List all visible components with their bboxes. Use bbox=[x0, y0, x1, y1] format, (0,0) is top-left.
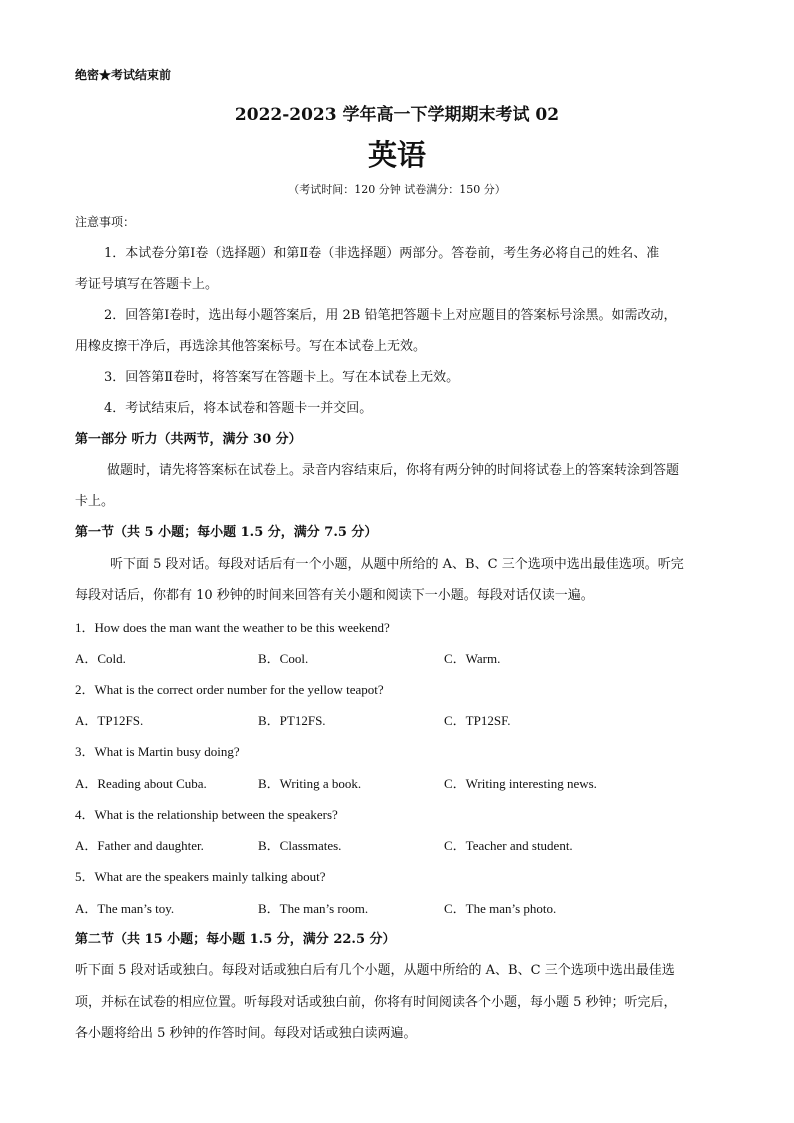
question-3-option-c: C．Writing interesting news. bbox=[444, 776, 597, 791]
part-1-intro-line-1: 做题时，请先将答案标在试卷上。录音内容结束后，你将有两分钟的时间将试卷上的答案转涂到答题 bbox=[107, 463, 680, 478]
confidential-label: 绝密★考试结束前 bbox=[75, 68, 172, 82]
note-item-2-line-1: 2．回答第Ⅰ卷时，选出每小题答案后，用 2B 铅笔把答题卡上对应题目的答案标号涂黑。如需改动， bbox=[104, 308, 677, 323]
note-item-4: 4．考试结束后，将本试卷和答题卡一并交回。 bbox=[104, 401, 373, 416]
question-4-stem: 4．What is the relationship between the speakers? bbox=[75, 807, 338, 822]
note-item-2-line-2: 用橡皮擦干净后，再选涂其他答案标号。写在本试卷上无效。 bbox=[75, 339, 427, 354]
question-4-option-c: C．Teacher and student. bbox=[444, 838, 573, 853]
question-3-option-a: A．Reading about Cuba. bbox=[75, 776, 207, 791]
section-1-heading: 第一节（共 5 小题；每小题 1.5 分，满分 7.5 分） bbox=[75, 525, 378, 540]
question-3-option-b: B．Writing a book. bbox=[258, 776, 362, 791]
note-item-3: 3．回答第Ⅱ卷时，将答案写在答题卡上。写在本试卷上无效。 bbox=[104, 370, 460, 385]
question-2-stem: 2．What is the correct order number for the yellow teapot? bbox=[75, 682, 384, 697]
question-1-stem: 1．How does the man want the weather to be this weekend? bbox=[75, 620, 390, 635]
exam-time-info: （考试时间：120 分钟 试卷满分：150 分） bbox=[288, 183, 506, 196]
part-1-heading: 第一部分 听力（共两节，满分 30 分） bbox=[75, 432, 302, 447]
question-5-option-c: C．The man’s photo. bbox=[444, 901, 557, 916]
question-1-option-a: A．Cold. bbox=[75, 651, 126, 666]
section-1-intro-line-1: 听下面 5 段对话。每段对话后有一个小题，从题中所给的 A、B、C 三个选项中选出最佳选项。听完 bbox=[110, 557, 684, 572]
question-2-option-a: A．TP12FS. bbox=[75, 713, 144, 728]
question-1-option-c: C．Warm. bbox=[444, 651, 501, 666]
note-item-1-line-1: 1．本试卷分第Ⅰ卷（选择题）和第Ⅱ卷（非选择题）两部分。答卷前，考生务必将自己的姓名、准 bbox=[104, 246, 660, 261]
question-5-option-b: B．The man’s room. bbox=[258, 901, 369, 916]
question-2-option-c: C．TP12SF. bbox=[444, 713, 511, 728]
notes-heading: 注意事项： bbox=[75, 215, 136, 229]
section-2-intro-line-2: 项，并标在试卷的相应位置。听每段对话或独白前，你将有时间阅读各个小题，每小题 5 秒钟；听完后， bbox=[75, 995, 677, 1010]
question-1-option-b: B．Cool. bbox=[258, 651, 309, 666]
subject-title: 英语 bbox=[367, 138, 426, 172]
question-4-option-b: B．Classmates. bbox=[258, 838, 342, 853]
part-1-intro-line-2: 卡上。 bbox=[75, 494, 115, 509]
question-2-option-b: B．PT12FS. bbox=[258, 713, 326, 728]
question-4-option-a: A．Father and daughter. bbox=[75, 838, 204, 853]
section-1-intro-line-2: 每段对话后，你都有 10 秒钟的时间来回答有关小题和阅读下一小题。每段对话仅读一遍。 bbox=[75, 588, 594, 603]
section-2-intro-line-1: 听下面 5 段对话或独白。每段对话或独白后有几个小题，从题中所给的 A、B、C 三个选项中选出最佳选 bbox=[75, 963, 675, 978]
question-3-stem: 3．What is Martin busy doing? bbox=[75, 744, 240, 759]
note-item-1-line-2: 考证号填写在答题卡上。 bbox=[75, 277, 219, 292]
question-5-stem: 5．What are the speakers mainly talking about? bbox=[75, 869, 326, 884]
section-2-intro-line-3: 各小题将给出 5 秒钟的作答时间。每段对话或独白读两遍。 bbox=[75, 1026, 417, 1041]
section-2-heading: 第二节（共 15 小题；每小题 1.5 分，满分 22.5 分） bbox=[75, 932, 396, 947]
exam-title: 2022-2023 学年高一下学期期末考试 02 bbox=[234, 105, 560, 125]
question-5-option-a: A．The man’s toy. bbox=[75, 901, 175, 916]
